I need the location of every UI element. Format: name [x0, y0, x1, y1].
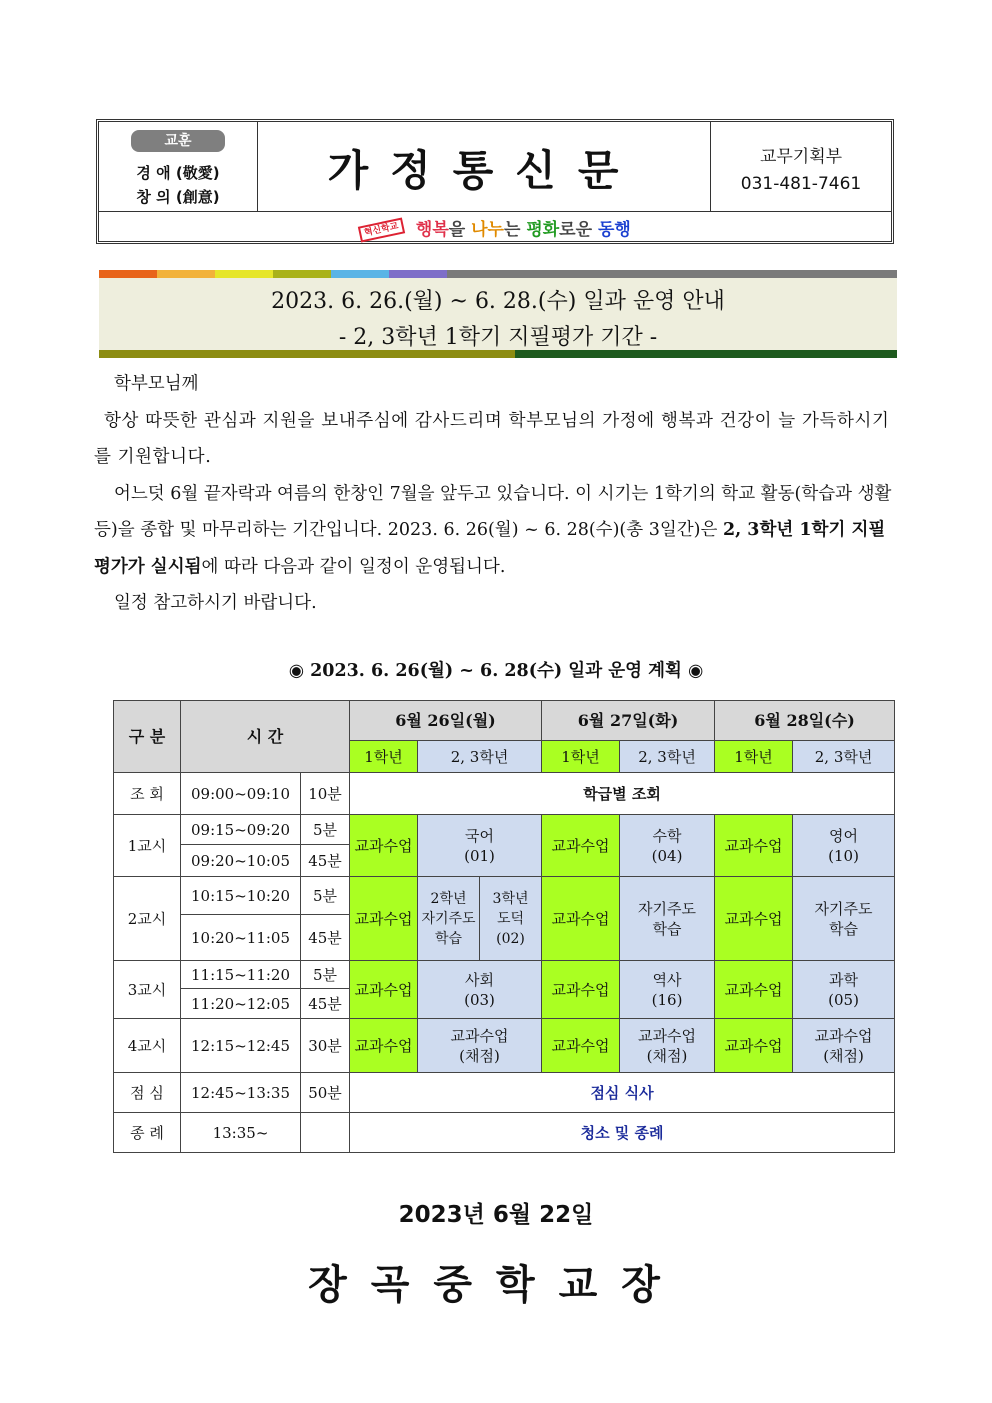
row-label: 조 회: [114, 773, 181, 815]
exam-subject: 자기주도: [814, 899, 873, 918]
time-cell: 10:15~10:20: [181, 877, 301, 915]
table-row: [114, 877, 895, 915]
table-row: [114, 1113, 895, 1153]
exam-subject: 자기주도: [421, 910, 476, 927]
banner-color-stripe: [273, 270, 331, 278]
banner-color-stripe: [331, 270, 389, 278]
banner-color-stripe: [389, 270, 447, 278]
school-motto: [99, 122, 258, 211]
grade-23-header: 2, 3학년: [620, 741, 715, 773]
time-cell: 12:45~13:35: [181, 1073, 301, 1113]
exam-subject: 도덕: [496, 910, 525, 927]
exam-subject: 과학: [829, 970, 859, 989]
exam-subject: 역사: [652, 970, 682, 989]
exam-cell: [793, 961, 895, 1019]
motto-line-2: 창 의 (創意): [136, 188, 220, 206]
exam-subject: 사회: [465, 970, 494, 989]
grade-1-header: 1학년: [715, 741, 793, 773]
letter-paragraph-3: 일정 참고하시기 바랍니다.: [114, 593, 317, 613]
class-cell: 교과수업: [715, 815, 793, 877]
row-label: 1교시: [114, 815, 181, 877]
grading-cell: [620, 1019, 715, 1073]
banner-color-stripe: [99, 270, 157, 278]
grading-note: (채점): [646, 1046, 688, 1065]
duration-cell: 50분: [301, 1073, 350, 1113]
exam-subject-2: 학습: [434, 930, 463, 947]
department-phone: 031-481-7461: [740, 174, 862, 194]
class-cell: 교과수업: [715, 1019, 793, 1073]
grading-note: (채점): [459, 1046, 500, 1065]
exam-cell-grade-3: [480, 877, 542, 961]
exam-cell: [793, 877, 895, 961]
banner-bottom-stripe: [99, 350, 515, 358]
school-slogan: [99, 215, 891, 240]
time-cell: 09:15~09:20: [181, 815, 301, 845]
dismissal-content: 청소 및 종례: [350, 1113, 895, 1153]
exam-cell: [620, 815, 715, 877]
grade-1-header: 1학년: [350, 741, 418, 773]
banner-color-stripe: [157, 270, 215, 278]
slogan-word-happiness: 행복: [415, 220, 449, 240]
lunch-content: 점심 식사: [350, 1073, 895, 1113]
slogan-word-together: 동행: [597, 220, 631, 240]
slogan-particle-2: 는: [503, 220, 527, 240]
grading-note: (채점): [823, 1046, 864, 1065]
grading-label: 교과수업: [638, 1026, 696, 1045]
table-row: [114, 1073, 895, 1113]
time-cell: 13:35~: [181, 1113, 301, 1153]
header-gubun: 구 분: [114, 701, 181, 773]
grade-23-header: 2, 3학년: [418, 741, 542, 773]
banner-title-line1: 2023. 6. 26.(월) ~ 6. 28.(수) 일과 운영 안내: [271, 289, 725, 314]
banner-title-line2: - 2, 3학년 1학기 지필평가 기간 -: [338, 325, 658, 350]
exam-cell: [620, 877, 715, 961]
duration-cell: 10분: [301, 773, 350, 815]
header-day-2: 6월 27일(화): [542, 701, 715, 741]
exam-subject: 수학: [652, 826, 682, 845]
class-cell: 교과수업: [542, 961, 620, 1019]
time-cell: 12:15~12:45: [181, 1019, 301, 1073]
class-cell: 교과수업: [542, 877, 620, 961]
time-cell: 09:00~09:10: [181, 773, 301, 815]
duration-cell: 45분: [301, 915, 350, 961]
exam-subject-2: 학습: [652, 919, 682, 938]
newsletter-title: 가정통신문: [327, 146, 641, 195]
class-cell: 교과수업: [715, 961, 793, 1019]
time-cell: 10:20~11:05: [181, 915, 301, 961]
assembly-content: 학급별 조회: [350, 773, 895, 815]
slogan-word-share: 나누: [471, 220, 504, 240]
exam-code: (04): [651, 846, 683, 865]
time-cell: 11:20~12:05: [181, 989, 301, 1019]
duration-cell: 30분: [301, 1019, 350, 1073]
header-day-3: 6월 28일(수): [715, 701, 895, 741]
grading-label: 교과수업: [814, 1026, 873, 1045]
motto-line-1: 경 애 (敬愛): [136, 164, 220, 182]
banner-color-stripe: [215, 270, 273, 278]
grading-label: 교과수업: [450, 1026, 509, 1045]
issue-date: 2023년 6월 22일: [398, 1202, 594, 1228]
department-name: 교무기획부: [759, 147, 843, 167]
table-row: [114, 815, 895, 845]
exam-subject-2: 학습: [829, 919, 859, 938]
letter-body: [94, 366, 898, 622]
exam-subject: 국어: [465, 826, 494, 845]
exam-cell: [418, 961, 542, 1019]
grade-1-header: 1학년: [542, 741, 620, 773]
header-time: 시 간: [181, 701, 350, 773]
exam-cell: [793, 815, 895, 877]
slogan-particle-1: 을: [448, 220, 472, 240]
class-cell: 교과수업: [350, 815, 418, 877]
duration-cell: 45분: [301, 989, 350, 1019]
table-row: [114, 701, 895, 741]
exam-code: (10): [828, 846, 859, 865]
banner-bottom-stripe: [515, 350, 897, 358]
slogan-word-peace: 평화: [526, 220, 560, 240]
letter-paragraph-1: 항상 따뜻한 관심과 지원을 보내주심에 감사드리며 학부모님의 가정에 행복과 건강이 늘 가득하시기를 기원합니다.: [94, 410, 890, 467]
letter-paragraph-2-text: 어느덧 6월 끝자락과 여름의 한창인 7월을 앞두고 있습니다. 이 시기는 1학기의 학교 활동(학습과 생활 등)을 종합 및 마무리하는 기간입니다. 2023. 6. 26(월) ~ 6. 28(수)(총 3일간)은: [94, 483, 892, 540]
salutation: 학부모님께: [114, 374, 199, 394]
grading-cell: [793, 1019, 895, 1073]
exam-cell-grade-2: [418, 877, 480, 961]
exam-code: (03): [464, 990, 495, 1009]
class-cell: 교과수업: [350, 877, 418, 961]
row-label: 2교시: [114, 877, 181, 961]
principal-signature: 장곡중학교장: [308, 1262, 684, 1308]
table-row: [114, 773, 895, 815]
banner-body: [99, 278, 897, 350]
grading-cell: [418, 1019, 542, 1073]
exam-cell: [418, 815, 542, 877]
exam-grade: 2학년: [430, 890, 467, 907]
exam-code: (02): [496, 930, 525, 947]
exam-cell: [620, 961, 715, 1019]
table-row: [114, 1019, 895, 1073]
innovation-school-stamp: 혁신학교: [358, 218, 405, 243]
exam-grade: 3학년: [492, 890, 529, 907]
letter-paragraph-2: [94, 476, 898, 586]
row-label: 종 례: [114, 1113, 181, 1153]
exam-code: (01): [464, 846, 495, 865]
row-label: 점 심: [114, 1073, 181, 1113]
exam-subject: 영어: [829, 826, 859, 845]
department-info: [710, 122, 891, 211]
time-cell: 11:15~11:20: [181, 961, 301, 989]
duration-cell: 45분: [301, 845, 350, 877]
class-cell: 교과수업: [715, 877, 793, 961]
duration-cell: 5분: [301, 815, 350, 845]
duration-cell: 5분: [301, 961, 350, 989]
class-cell: 교과수업: [542, 1019, 620, 1073]
exam-subject: 자기주도: [638, 899, 696, 918]
class-cell: 교과수업: [350, 961, 418, 1019]
exam-code: (16): [651, 990, 683, 1009]
slogan-particle-3: 로운: [559, 220, 598, 240]
schedule-table: [113, 700, 895, 1153]
row-label: 3교시: [114, 961, 181, 1019]
row-label: 4교시: [114, 1019, 181, 1073]
exam-period-emphasis: 2, 3학년 1학기 지필평가가 실시됨: [94, 520, 886, 577]
banner-color-stripe: [447, 270, 897, 278]
time-cell: 09:20~10:05: [181, 845, 301, 877]
duration-cell: 5분: [301, 877, 350, 915]
exam-code: (05): [828, 990, 859, 1009]
table-row: [114, 961, 895, 989]
schedule-title: ◉ 2023. 6. 26(월) ~ 6. 28(수) 일과 운영 계획 ◉: [288, 661, 704, 681]
slogan-row: [99, 211, 891, 242]
class-cell: 교과수업: [350, 1019, 418, 1073]
header-day-1: 6월 26일(월): [350, 701, 542, 741]
newsletter-header: [96, 119, 894, 244]
class-cell: 교과수업: [542, 815, 620, 877]
notice-banner: [99, 270, 897, 358]
letter-paragraph-2-end: 에 따라 다음과 같이 일정이 운영됩니다.: [201, 556, 506, 577]
grade-23-header: 2, 3학년: [793, 741, 895, 773]
duration-cell: [301, 1113, 350, 1153]
motto-badge: 교훈: [131, 130, 225, 152]
